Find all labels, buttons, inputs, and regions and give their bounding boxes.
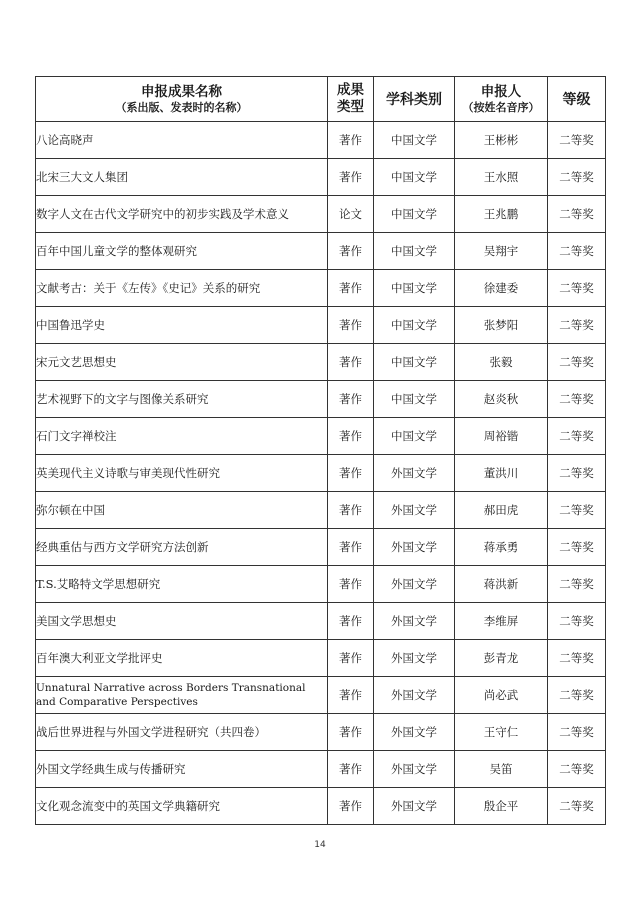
table-row (36, 714, 606, 751)
cell-title: T.S.艾略特文学思想研究 (36, 566, 328, 603)
cell-title: 北宋三大文人集团 (36, 159, 328, 196)
cell-type: 著作 (328, 418, 374, 455)
cell-title: 石门文字禅校注 (36, 418, 328, 455)
header-subject (374, 77, 455, 122)
cell-title: Unnatural Narrative across Borders Transnational and Comparative Perspectives (36, 677, 328, 714)
header-title-sub: （系出版、发表时的名称） (115, 100, 248, 114)
table-row (36, 529, 606, 566)
cell-applicant: 殷企平 (455, 788, 548, 825)
cell-type: 著作 (328, 714, 374, 751)
cell-type: 著作 (328, 344, 374, 381)
cell-applicant: 吴翔宇 (455, 233, 548, 270)
cell-subject: 外国文学 (374, 714, 455, 751)
cell-type: 著作 (328, 122, 374, 159)
header-applicant-main: 申报人 (480, 83, 522, 100)
cell-grade: 二等奖 (548, 307, 606, 344)
cell-title: 宋元文艺思想史 (36, 344, 328, 381)
cell-type: 著作 (328, 640, 374, 677)
cell-type: 著作 (328, 492, 374, 529)
cell-subject: 外国文学 (374, 751, 455, 788)
cell-type: 著作 (328, 677, 374, 714)
cell-subject: 中国文学 (374, 159, 455, 196)
cell-grade: 二等奖 (548, 344, 606, 381)
table-row (36, 122, 606, 159)
cell-applicant: 张毅 (455, 344, 548, 381)
cell-applicant: 尚必武 (455, 677, 548, 714)
cell-applicant: 吴笛 (455, 751, 548, 788)
cell-title: 外国文学经典生成与传播研究 (36, 751, 328, 788)
table-row (36, 381, 606, 418)
cell-title: 弥尔顿在中国 (36, 492, 328, 529)
cell-title: 八论高晓声 (36, 122, 328, 159)
table-row (36, 677, 606, 714)
cell-applicant: 王彬彬 (455, 122, 548, 159)
cell-grade: 二等奖 (548, 418, 606, 455)
table-row (36, 603, 606, 640)
table-row (36, 233, 606, 270)
cell-type: 著作 (328, 270, 374, 307)
cell-applicant: 彭青龙 (455, 640, 548, 677)
cell-grade: 二等奖 (548, 677, 606, 714)
cell-type: 著作 (328, 751, 374, 788)
table-row (36, 751, 606, 788)
header-type (328, 77, 374, 122)
cell-grade: 二等奖 (548, 196, 606, 233)
cell-title: 文化观念流变中的英国文学典籍研究 (36, 788, 328, 825)
cell-grade: 二等奖 (548, 159, 606, 196)
cell-applicant: 董洪川 (455, 455, 548, 492)
table-row (36, 196, 606, 233)
header-title-main: 申报成果名称 (141, 83, 222, 100)
header-title (36, 77, 328, 122)
cell-type: 著作 (328, 529, 374, 566)
cell-applicant: 蒋承勇 (455, 529, 548, 566)
cell-applicant: 周裕锴 (455, 418, 548, 455)
table-row (36, 307, 606, 344)
table-row (36, 159, 606, 196)
cell-grade: 二等奖 (548, 751, 606, 788)
cell-applicant: 王守仁 (455, 714, 548, 751)
cell-grade: 二等奖 (548, 381, 606, 418)
cell-title: 英美现代主义诗歌与审美现代性研究 (36, 455, 328, 492)
cell-type: 著作 (328, 788, 374, 825)
header-subject-label: 学科类别 (386, 92, 442, 108)
cell-grade: 二等奖 (548, 714, 606, 751)
cell-title: 百年澳大利亚文学批评史 (36, 640, 328, 677)
cell-applicant: 王水照 (455, 159, 548, 196)
cell-applicant: 张梦阳 (455, 307, 548, 344)
cell-subject: 中国文学 (374, 307, 455, 344)
cell-subject: 外国文学 (374, 640, 455, 677)
cell-applicant: 郝田虎 (455, 492, 548, 529)
cell-title: 美国文学思想史 (36, 603, 328, 640)
table-row (36, 788, 606, 825)
cell-subject: 外国文学 (374, 566, 455, 603)
table-header (36, 77, 606, 122)
cell-applicant: 赵炎秋 (455, 381, 548, 418)
cell-subject: 外国文学 (374, 455, 455, 492)
table-row (36, 270, 606, 307)
cell-subject: 中国文学 (374, 418, 455, 455)
table-row (36, 566, 606, 603)
cell-type: 著作 (328, 159, 374, 196)
table-row (36, 418, 606, 455)
cell-grade: 二等奖 (548, 566, 606, 603)
cell-type: 著作 (328, 307, 374, 344)
cell-grade: 二等奖 (548, 492, 606, 529)
table-row (36, 492, 606, 529)
cell-grade: 二等奖 (548, 270, 606, 307)
awards-table (35, 76, 606, 825)
cell-subject: 中国文学 (374, 270, 455, 307)
cell-grade: 二等奖 (548, 640, 606, 677)
table-row (36, 640, 606, 677)
cell-title: 数字人文在古代文学研究中的初步实践及学术意义 (36, 196, 328, 233)
header-type-sub: 类型 (337, 99, 364, 115)
cell-grade: 二等奖 (548, 455, 606, 492)
cell-type: 著作 (328, 566, 374, 603)
cell-subject: 中国文学 (374, 233, 455, 270)
page-number: 14 (314, 840, 326, 850)
cell-grade: 二等奖 (548, 603, 606, 640)
cell-subject: 中国文学 (374, 122, 455, 159)
header-type-main: 成果 (337, 82, 364, 98)
header-grade-label: 等级 (562, 92, 591, 108)
cell-applicant: 王兆鹏 (455, 196, 548, 233)
cell-applicant: 蒋洪新 (455, 566, 548, 603)
cell-title: 艺术视野下的文字与图像关系研究 (36, 381, 328, 418)
cell-subject: 中国文学 (374, 344, 455, 381)
table-body (36, 122, 606, 825)
cell-title: 经典重估与西方文学研究方法创新 (36, 529, 328, 566)
header-grade (548, 77, 606, 122)
cell-applicant: 徐建委 (455, 270, 548, 307)
cell-applicant: 李维屏 (455, 603, 548, 640)
header-row (36, 77, 606, 122)
table-row (36, 455, 606, 492)
cell-grade: 二等奖 (548, 233, 606, 270)
cell-subject: 外国文学 (374, 492, 455, 529)
cell-subject: 中国文学 (374, 196, 455, 233)
header-applicant (455, 77, 548, 122)
cell-subject: 外国文学 (374, 603, 455, 640)
cell-type: 著作 (328, 603, 374, 640)
cell-type: 著作 (328, 455, 374, 492)
cell-grade: 二等奖 (548, 788, 606, 825)
table-row (36, 344, 606, 381)
cell-title: 百年中国儿童文学的整体观研究 (36, 233, 328, 270)
cell-grade: 二等奖 (548, 122, 606, 159)
cell-subject: 外国文学 (374, 677, 455, 714)
cell-type: 著作 (328, 381, 374, 418)
cell-type: 著作 (328, 233, 374, 270)
cell-title: 文献考古：关于《左传》《史记》关系的研究 (36, 270, 328, 307)
cell-subject: 外国文学 (374, 788, 455, 825)
cell-type: 论文 (328, 196, 374, 233)
header-applicant-sub: （按姓名音序） (462, 100, 540, 114)
cell-title: 战后世界进程与外国文学进程研究（共四卷） (36, 714, 328, 751)
cell-subject: 外国文学 (374, 529, 455, 566)
cell-title: 中国鲁迅学史 (36, 307, 328, 344)
cell-grade: 二等奖 (548, 529, 606, 566)
cell-subject: 中国文学 (374, 381, 455, 418)
